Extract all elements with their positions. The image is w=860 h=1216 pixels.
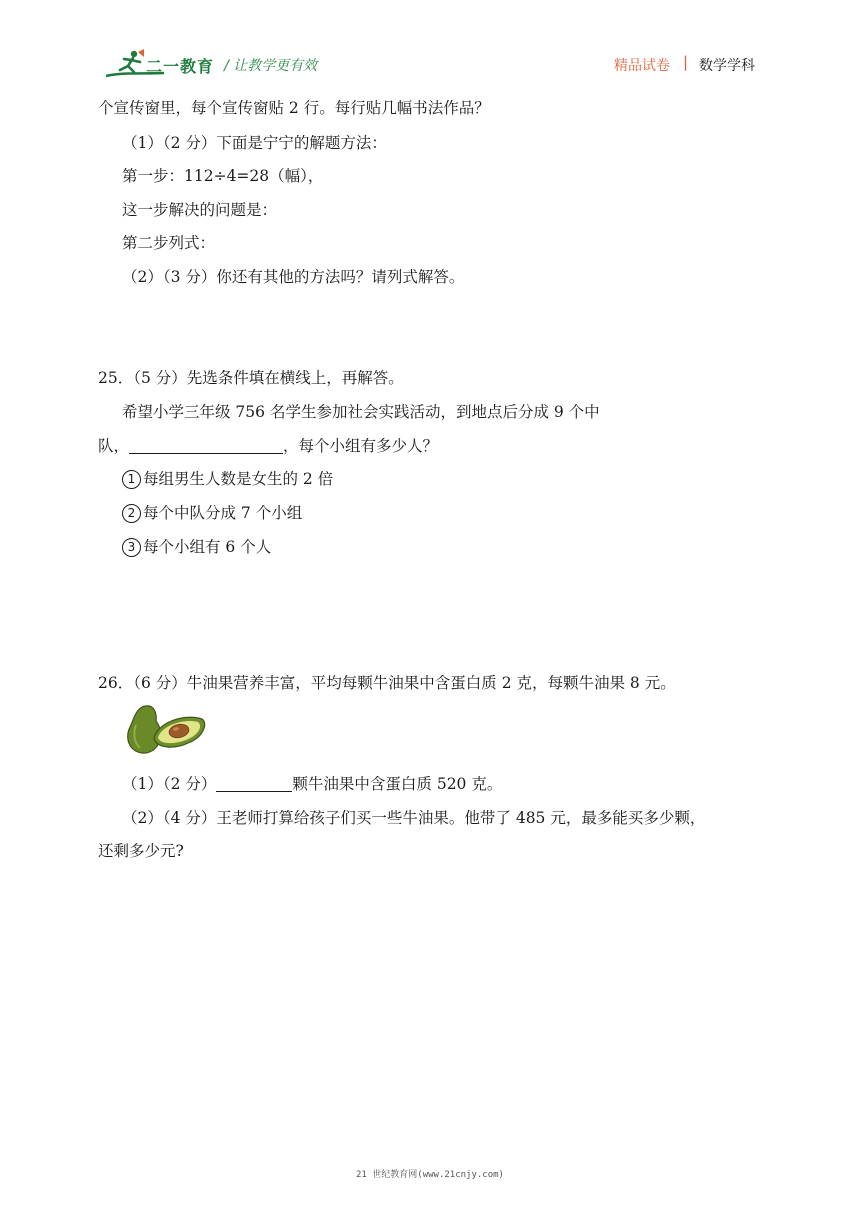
avocado-icon — [124, 703, 206, 755]
subject-tag: 数学学科 — [699, 58, 755, 74]
q25-title: 25．（5 分）先选条件填在横线上，再解答。 — [98, 369, 404, 387]
q25-body-suffix: ，每个小组有多少人？ — [283, 437, 439, 455]
page-footer: 21 世纪教育网(www.21cnjy.com) — [356, 1170, 504, 1180]
brand-slogan: / 让教学更有效 — [224, 58, 318, 74]
q26-part1-prefix: （1）（2 分） — [122, 775, 217, 793]
q24-part1: （1）（2 分）下面是宁宁的解题方法： — [122, 134, 387, 152]
q25-answer-blank[interactable] — [129, 439, 283, 454]
q26-part1-suffix: 颗牛油果中含蛋白质 520 克。 — [292, 775, 503, 793]
q24-step1: 第一步：112÷4=28（幅）， — [122, 167, 324, 185]
q26-answer-blank[interactable] — [216, 777, 292, 792]
q25-body-line2 — [98, 436, 438, 456]
q24-part2: （2）（3 分）你还有其他的方法吗？请列式解答。 — [122, 268, 465, 286]
page-header — [0, 0, 860, 90]
q24-step1-problem: 这一步解决的问题是： — [122, 201, 278, 219]
q24-line1: 个宣传窗里，每个宣传窗贴 2 行。每行贴几幅书法作品？ — [98, 99, 490, 117]
premium-tag: 精品试卷 — [614, 58, 670, 74]
header-separator: | — [683, 53, 689, 71]
q25-option-2 — [122, 503, 302, 523]
circled-number: 2 — [122, 504, 141, 523]
q25-body-prefix: 队， — [98, 437, 130, 455]
option-text: 每个中队分成 7 个小组 — [143, 504, 303, 522]
circled-number: 1 — [122, 470, 141, 489]
brand-name: 二一教育 — [146, 57, 215, 76]
q25-body-line1: 希望小学三年级 756 名学生参加社会实践活动，到地点后分成 9 个中 — [122, 403, 600, 421]
q24-step2: 第二步列式： — [122, 234, 216, 252]
q26-part2-line2: 还剩多少元? — [98, 842, 184, 860]
q25-option-1 — [122, 469, 333, 489]
q25-option-3 — [122, 537, 271, 557]
q26-part1 — [122, 774, 502, 794]
q26-part2-line1: （2）（4 分）王老师打算给孩子们买一些牛油果。他带了 485 元，最多能买多少颗， — [122, 809, 706, 827]
circled-number: 3 — [122, 538, 141, 557]
option-text: 每个小组有 6 个人 — [143, 538, 272, 556]
q26-title: 26．（6 分）牛油果营养丰富，平均每颗牛油果中含蛋白质 2 克，每颗牛油果 8 元。 — [98, 674, 676, 692]
option-text: 每组男生人数是女生的 2 倍 — [143, 470, 334, 488]
